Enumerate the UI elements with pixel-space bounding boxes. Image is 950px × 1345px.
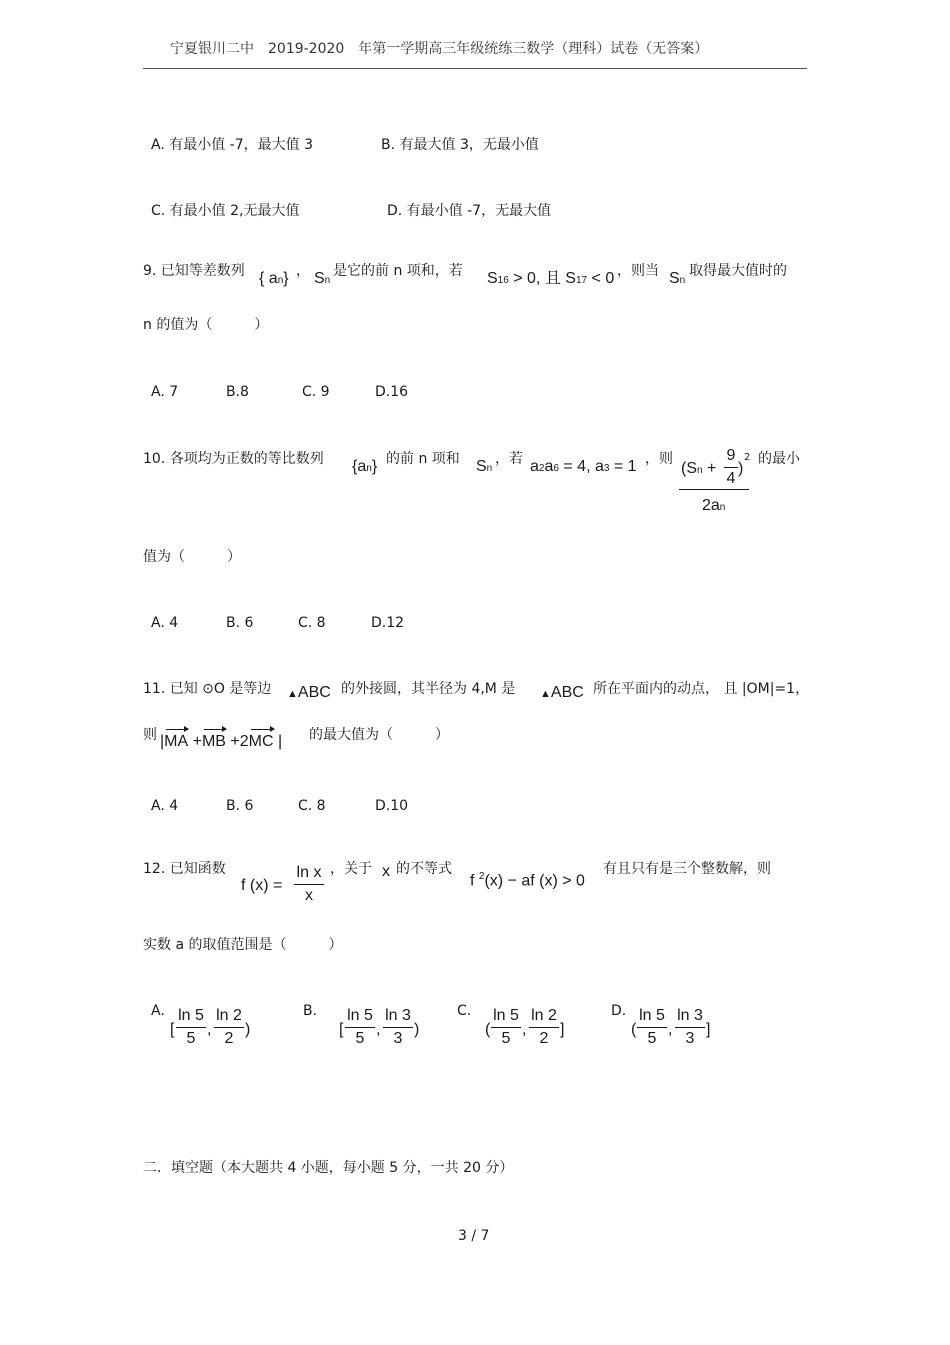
- q8-option-a: A. 有最小值 -7，最大值 3: [151, 137, 313, 153]
- q12-inequality: f $^2$(x) − af (x) > 0: [470, 871, 585, 890]
- triangle-icon: ▲: [287, 688, 298, 700]
- q12-function-fraction: ln x x: [294, 863, 324, 906]
- q12-option-c-frac2: ln 2 2: [529, 1006, 559, 1049]
- q12-option-d-close: ]: [706, 1021, 711, 1038]
- q11-stem-prefix: 11. 已知 ⊙O 是等边: [143, 681, 272, 697]
- q9-stem-end: 取得最大值时的: [689, 263, 787, 279]
- q9-stem-mid: 是它的前 n 项和，若: [333, 263, 463, 279]
- q10-sequence: {an}: [352, 458, 378, 475]
- q11-triangle-abc-2: ▲ABC: [540, 684, 584, 701]
- q10-stem-prefix: 10. 各项均为正数的等比数列: [143, 451, 324, 467]
- q11-option-b: B. 6: [226, 798, 254, 814]
- q12-option-a-frac1: ln 5 5: [176, 1006, 206, 1049]
- q10-sum-symbol: Sn: [476, 458, 493, 475]
- q12-option-a-comma: ,: [207, 1021, 212, 1038]
- q12-stem-line2: 实数 a 的取值范围是（ ）: [143, 937, 343, 953]
- q11-option-d: D.10: [375, 798, 409, 814]
- q12-option-a-open: [: [170, 1021, 175, 1038]
- page-number: 3 / 7: [458, 1228, 490, 1244]
- q12-option-c-comma: ,: [522, 1021, 527, 1038]
- q11-line2-end: 的最大值为（ ）: [309, 727, 449, 743]
- vector-mb: MB: [201, 733, 226, 750]
- q9-sum-symbol: Sn: [314, 270, 331, 287]
- vector-ma: MA: [164, 733, 189, 750]
- q12-variable-x: x: [382, 863, 390, 880]
- q11-option-a: A. 4: [151, 798, 179, 814]
- q12-option-b-label: B.: [303, 1003, 318, 1019]
- q11-stem-mid: 的外接圆，其半径为 4,M 是: [341, 681, 516, 697]
- q12-option-a-frac2: ln 2 2: [214, 1006, 244, 1049]
- q12-option-c-frac1: ln 5 5: [491, 1006, 521, 1049]
- q9-option-d: D.16: [375, 384, 409, 400]
- q10-expr-nine-fourths: 9 4: [724, 446, 738, 489]
- q11-vector-expression: |MA +MB +2MC |: [160, 733, 283, 750]
- header-rule: [143, 68, 807, 69]
- q8-option-b: B. 有最大值 3，无最小值: [381, 137, 539, 153]
- q12-option-d-open: (: [631, 1021, 637, 1038]
- q9-comma: ，: [296, 263, 310, 279]
- q12-function-lhs: f (x) =: [241, 877, 283, 894]
- section-2-title: 二．填空题（本大题共 4 小题，每小题 5 分，一共 20 分）: [143, 1160, 514, 1176]
- q9-stem-prefix: 9. 已知等差数列: [143, 263, 245, 279]
- q10-expr-denominator: 2an: [702, 497, 726, 514]
- q10-stem-mid2: ，若: [495, 451, 523, 467]
- q12-option-b-open: [: [339, 1021, 344, 1038]
- q12-option-d-frac2: ln 3 3: [675, 1006, 705, 1049]
- q10-main-fraction-bar: [679, 489, 749, 490]
- q9-stem-line2: n 的值为（ ）: [143, 317, 269, 333]
- q10-stem-mid3: ，则: [645, 451, 673, 467]
- q12-option-b-frac2: ln 3 3: [383, 1006, 413, 1049]
- q12-option-c-open: (: [485, 1021, 491, 1038]
- q10-expr-close: ): [738, 460, 744, 477]
- q11-stem-end: 所在平面内的动点， 且 |OM|=1，: [593, 681, 810, 697]
- q9-option-a: A. 7: [151, 384, 179, 400]
- q10-stem-end: 的最小: [758, 451, 800, 467]
- q10-expr-open: (Sn +: [681, 460, 717, 477]
- q10-option-a: A. 4: [151, 615, 179, 631]
- q8-option-c: C. 有最小值 2,无最大值: [151, 203, 300, 219]
- q11-option-c: C. 8: [298, 798, 326, 814]
- q9-option-b: B.8: [226, 384, 249, 400]
- q12-option-b-close: ): [414, 1021, 420, 1038]
- q12-stem-prefix: 12. 已知函数: [143, 861, 226, 877]
- q10-expr-power: 2: [744, 452, 751, 463]
- q9-option-c: C. 9: [302, 384, 330, 400]
- vector-mc: MC: [248, 733, 274, 750]
- q12-stem-mid2: 的不等式: [396, 861, 452, 877]
- q11-triangle-abc: ▲ABC: [287, 684, 331, 701]
- q12-option-d-label: D.: [611, 1003, 627, 1019]
- q8-option-d: D. 有最小值 -7，无最大值: [387, 203, 552, 219]
- q9-stem-mid2: ，则当: [617, 263, 659, 279]
- q12-option-c-label: C.: [457, 1003, 472, 1019]
- triangle-icon: ▲: [540, 688, 551, 700]
- q10-condition: a2a6 = 4, a3 = 1: [530, 458, 637, 475]
- page-header-title: 宁夏银川二中 2019-2020 年第一学期高三年级统练三数学（理科）试卷（无答案）: [170, 41, 709, 57]
- q11-line2-prefix: 则: [143, 727, 157, 743]
- q10-stem-line2: 值为（ ）: [143, 549, 241, 565]
- q12-option-b-comma: ,: [376, 1021, 381, 1038]
- q10-option-b: B. 6: [226, 615, 254, 631]
- q9-condition: S16 > 0, 且 S17 < 0: [487, 270, 615, 287]
- q10-option-d: D.12: [371, 615, 405, 631]
- q12-stem-end: 有且只有是三个整数解，则: [603, 861, 771, 877]
- q10-option-c: C. 8: [298, 615, 326, 631]
- q9-sum-symbol-2: Sn: [669, 270, 686, 287]
- q12-option-a-close: ): [245, 1021, 251, 1038]
- q12-option-a-label: A.: [151, 1003, 165, 1019]
- q12-stem-mid: ，关于: [330, 861, 372, 877]
- q12-option-d-comma: ,: [668, 1021, 673, 1038]
- q12-option-b-frac1: ln 5 5: [345, 1006, 375, 1049]
- q12-option-c-close: ]: [560, 1021, 565, 1038]
- q9-sequence: { an}: [259, 270, 289, 287]
- q12-option-d-frac1: ln 5 5: [637, 1006, 667, 1049]
- q10-stem-mid: 的前 n 项和: [386, 451, 460, 467]
